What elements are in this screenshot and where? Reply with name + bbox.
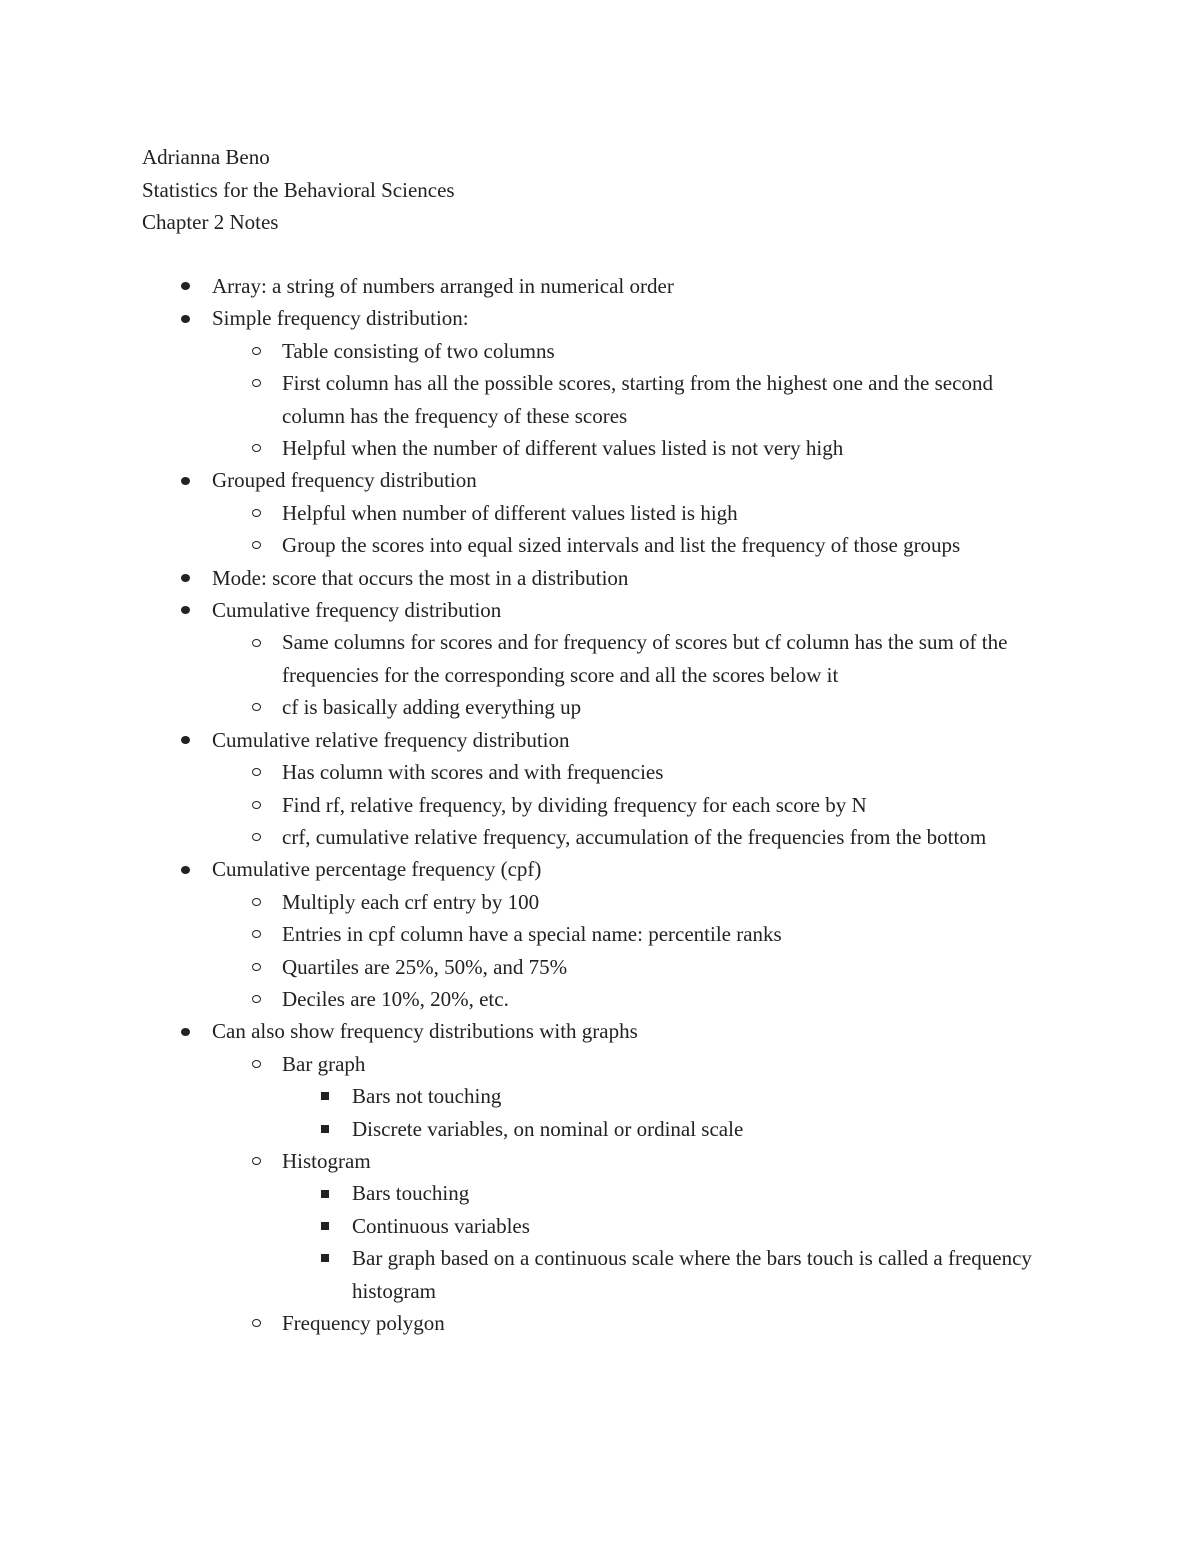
bullet-marker: [248, 1145, 264, 1177]
list-item-text: Helpful when number of different values listed is high: [282, 500, 738, 525]
bullet-square-icon: [321, 1190, 329, 1198]
bullet-marker: [317, 1080, 333, 1112]
bullet-marker: [177, 302, 193, 334]
list-item-level-2: [0, 918, 1200, 950]
list-item-text: Helpful when the number of different values listed is not very high: [282, 436, 844, 461]
list-item-level-3: [0, 1210, 1200, 1242]
list-item-text: Quartiles are 25%, 50%, and 75%: [282, 954, 568, 979]
list-item-text: Has column with scores and with frequencies: [282, 760, 664, 785]
bullet-marker: [177, 464, 193, 496]
notes-list: [0, 270, 1200, 1339]
list-item-text: Cumulative relative frequency distribution: [212, 727, 570, 752]
list-item-level-2: [0, 821, 1200, 853]
bullet-dot-icon: [181, 315, 190, 323]
bullet-circle-icon: [252, 347, 261, 355]
bullet-marker: [248, 335, 264, 367]
list-item-level-2: [0, 626, 1200, 691]
bullet-marker: [248, 497, 264, 529]
course-name: Statistics for the Behavioral Sciences: [142, 177, 455, 202]
list-item-text: First column has all the possible scores, starting from the highest one and the second column has the frequency of these scores: [282, 371, 993, 428]
bullet-dot-icon: [181, 606, 190, 614]
bullet-circle-icon: [252, 541, 261, 549]
bullet-dot-icon: [181, 866, 190, 874]
list-item-level-2: [0, 1145, 1200, 1177]
list-item-text: Group the scores into equal sized intervals and list the frequency of those groups: [282, 533, 961, 558]
list-item-level-1: [0, 1015, 1200, 1047]
list-item-level-2: [0, 691, 1200, 723]
bullet-marker: [317, 1113, 333, 1145]
list-item-level-2: [0, 1048, 1200, 1080]
list-item-level-1: [0, 302, 1200, 334]
list-item-text: Array: a string of numbers arranged in numerical order: [212, 274, 674, 298]
list-item-level-3: [0, 1113, 1200, 1145]
bullet-circle-icon: [252, 1157, 261, 1165]
list-item-level-1: [0, 464, 1200, 496]
bullet-marker: [177, 594, 193, 626]
list-item-text: Continuous variables: [352, 1213, 530, 1238]
bullet-square-icon: [321, 1092, 329, 1100]
bullet-marker: [248, 432, 264, 464]
list-item-text: Same columns for scores and for frequency of scores but cf column has the sum of the frequencies for the corresponding score and all the scores below it: [282, 630, 1008, 687]
bullet-circle-icon: [252, 639, 261, 647]
list-item-text: Mode: score that occurs the most in a distribution: [212, 565, 629, 590]
list-item-text: Can also show frequency distributions with graphs: [212, 1019, 638, 1044]
author-name: Adrianna Beno: [142, 145, 270, 169]
list-item-level-2: [0, 497, 1200, 529]
bullet-circle-icon: [252, 1319, 261, 1327]
list-item-level-1: [0, 594, 1200, 626]
list-item-text: crf, cumulative relative frequency, accumulation of the frequencies from the bottom: [282, 824, 987, 849]
list-item-level-2: [0, 886, 1200, 918]
list-item-level-2: [0, 756, 1200, 788]
bullet-marker: [248, 1307, 264, 1339]
list-item-text: Bars not touching: [352, 1084, 502, 1109]
bullet-dot-icon: [181, 1028, 190, 1036]
document-header: [142, 141, 455, 239]
list-item-text: Bar graph based on a continuous scale where the bars touch is called a frequency histogram: [352, 1246, 1032, 1303]
bullet-marker: [248, 983, 264, 1015]
bullet-marker: [248, 789, 264, 821]
list-item-level-2: [0, 529, 1200, 561]
list-item-text: Table consisting of two columns: [282, 338, 555, 363]
bullet-circle-icon: [252, 509, 261, 517]
bullet-dot-icon: [181, 282, 190, 290]
bullet-circle-icon: [252, 444, 261, 452]
list-item-text: Histogram: [282, 1148, 371, 1173]
bullet-dot-icon: [181, 574, 190, 582]
list-item-text: Find rf, relative frequency, by dividing frequency for each score by N: [282, 792, 867, 817]
list-item-level-2: [0, 951, 1200, 983]
list-item-level-3: [0, 1080, 1200, 1112]
bullet-circle-icon: [252, 768, 261, 776]
bullet-marker: [248, 1048, 264, 1080]
list-item-text: Entries in cpf column have a special name: percentile ranks: [282, 922, 782, 947]
list-item-text: Simple frequency distribution:: [212, 306, 469, 331]
list-item-text: cf is basically adding everything up: [282, 695, 582, 720]
bullet-marker: [248, 367, 264, 399]
bullet-square-icon: [321, 1222, 329, 1230]
list-item-text: Multiply each crf entry by 100: [282, 889, 540, 914]
list-item-level-1: [0, 270, 1200, 302]
list-item-text: Grouped frequency distribution: [212, 468, 477, 493]
list-item-level-2: [0, 367, 1200, 432]
bullet-marker: [177, 270, 193, 302]
bullet-marker: [177, 853, 193, 885]
list-item-level-2: [0, 983, 1200, 1015]
bullet-marker: [248, 951, 264, 983]
bullet-marker: [177, 562, 193, 594]
bullet-square-icon: [321, 1254, 329, 1262]
bullet-dot-icon: [181, 477, 190, 485]
list-item-level-1: [0, 853, 1200, 885]
bullet-circle-icon: [252, 1060, 261, 1068]
bullet-circle-icon: [252, 801, 261, 809]
bullet-square-icon: [321, 1125, 329, 1133]
bullet-marker: [248, 756, 264, 788]
bullet-circle-icon: [252, 833, 261, 841]
list-item-text: Frequency polygon: [282, 1311, 445, 1335]
list-item-level-3: [0, 1177, 1200, 1209]
bullet-marker: [317, 1177, 333, 1209]
bullet-marker: [177, 724, 193, 756]
bullet-marker: [317, 1210, 333, 1242]
list-item-text: Cumulative percentage frequency (cpf): [212, 857, 542, 882]
bullet-dot-icon: [181, 736, 190, 744]
document-title: Chapter 2 Notes: [142, 210, 279, 234]
bullet-marker: [317, 1242, 333, 1274]
bullet-circle-icon: [252, 898, 261, 906]
bullet-circle-icon: [252, 963, 261, 971]
list-item-text: Bars touching: [352, 1181, 470, 1206]
list-item-level-2: [0, 789, 1200, 821]
list-item-level-2: [0, 335, 1200, 367]
bullet-marker: [248, 529, 264, 561]
list-item-level-1: [0, 724, 1200, 756]
bullet-marker: [248, 821, 264, 853]
bullet-circle-icon: [252, 995, 261, 1003]
list-item-text: Deciles are 10%, 20%, etc.: [282, 986, 509, 1011]
list-item-level-1: [0, 562, 1200, 594]
list-item-text: Bar graph: [282, 1051, 366, 1076]
bullet-marker: [248, 886, 264, 918]
bullet-circle-icon: [252, 930, 261, 938]
list-item-level-2: [0, 1307, 1200, 1339]
list-item-text: Discrete variables, on nominal or ordinal scale: [352, 1116, 744, 1141]
list-item-level-3: [0, 1242, 1200, 1307]
bullet-circle-icon: [252, 379, 261, 387]
bullet-circle-icon: [252, 703, 261, 711]
list-item-text: Cumulative frequency distribution: [212, 598, 502, 623]
bullet-marker: [248, 918, 264, 950]
bullet-marker: [248, 626, 264, 658]
bullet-marker: [248, 691, 264, 723]
list-item-level-2: [0, 432, 1200, 464]
bullet-marker: [177, 1015, 193, 1047]
